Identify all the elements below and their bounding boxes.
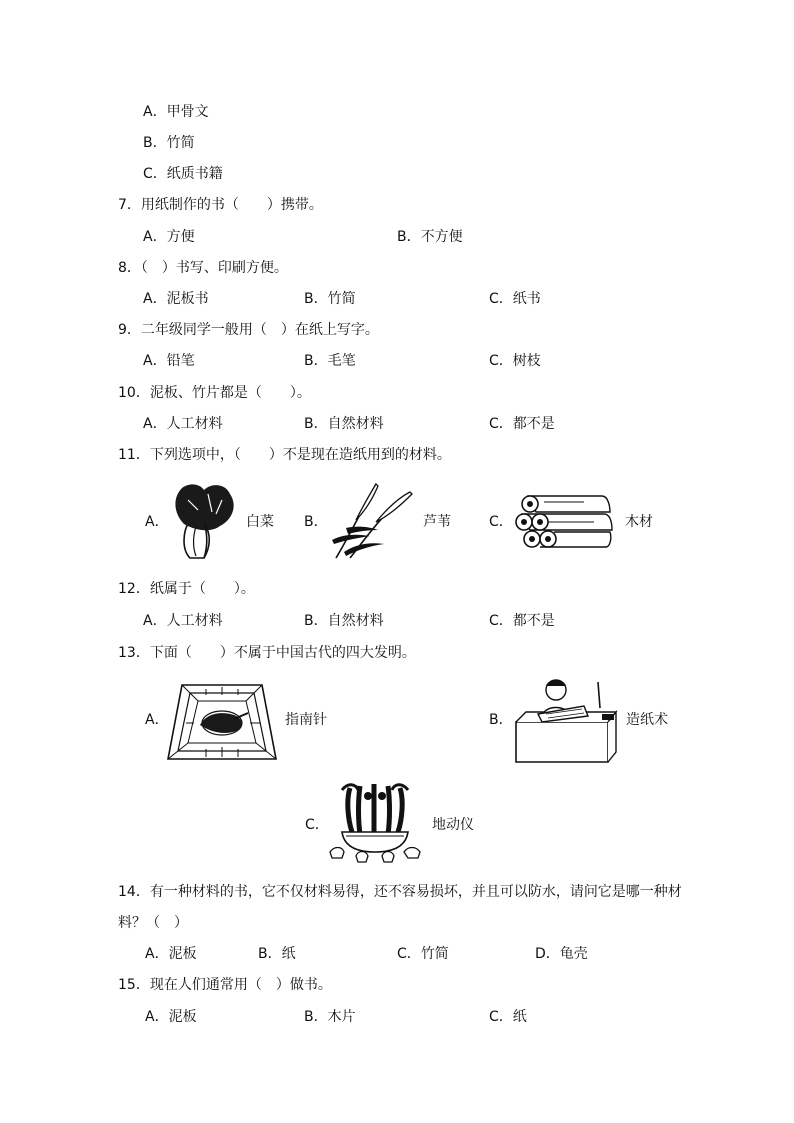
q8-option-b: B．竹简 — [304, 291, 356, 307]
q13-stem: 13．下面（ ）不属于中国古代的四大发明。 — [118, 645, 416, 661]
q12-option-b: B．自然材料 — [304, 613, 384, 629]
q8-option-c: C．纸书 — [489, 291, 541, 307]
q14-option-b: B．纸 — [258, 946, 296, 962]
q13-option-a-label: 指南针 — [285, 712, 327, 728]
q12-option-c: C．都不是 — [489, 613, 555, 629]
q12-stem: 12．纸属于（ ）。 — [118, 581, 255, 597]
q9-option-b: B．毛笔 — [304, 353, 356, 369]
q10-option-b: B．自然材料 — [304, 416, 384, 432]
q6-option-c: C．纸质书籍 — [143, 166, 223, 182]
q15-option-c: C．纸 — [489, 1009, 527, 1025]
q14-stem-line1: 14．有一种材料的书，它不仅材料易得，还不容易损坏，并且可以防水，请问它是哪一种材 — [118, 884, 682, 900]
q9-option-c: C．树枝 — [489, 353, 541, 369]
q15-stem: 15．现在人们通常用（ ）做书。 — [118, 977, 332, 993]
q7-option-b: B．不方便 — [397, 229, 463, 245]
q11-option-b-letter: B． — [304, 514, 328, 530]
q7-stem: 7．用纸制作的书（ ）携带。 — [118, 197, 323, 213]
seismograph-icon — [328, 780, 422, 866]
q8-option-a: A．泥板书 — [143, 291, 209, 307]
papermaking-icon — [512, 678, 620, 766]
q6-option-a: A．甲骨文 — [143, 104, 209, 120]
q14-option-c: C．竹简 — [397, 946, 449, 962]
q13-option-a-letter: A． — [145, 712, 169, 728]
q15-option-a: A．泥板 — [145, 1009, 197, 1025]
q11-stem: 11．下列选项中，（ ）不是现在造纸用到的材料。 — [118, 447, 451, 463]
q12-option-a: A．人工材料 — [143, 613, 223, 629]
q13-option-b-label: 造纸术 — [626, 712, 668, 728]
q11-option-b-label: 芦苇 — [423, 514, 451, 530]
q10-option-c: C．都不是 — [489, 416, 555, 432]
reed-icon — [326, 478, 416, 560]
q6-option-b: B．竹简 — [143, 135, 195, 151]
q14-option-a: A．泥板 — [145, 946, 197, 962]
cabbage-icon — [168, 480, 242, 562]
wood-logs-icon — [514, 492, 614, 552]
q10-option-a: A．人工材料 — [143, 416, 223, 432]
q13-option-b-letter: B． — [489, 712, 513, 728]
q11-option-c-letter: C． — [489, 514, 513, 530]
q14-stem-line2: 料？（ ） — [118, 915, 188, 931]
q10-stem: 10．泥板、竹片都是（ ）。 — [118, 385, 311, 401]
q11-option-c-label: 木材 — [625, 514, 653, 530]
q9-stem: 9．二年级同学一般用（ ）在纸上写字。 — [118, 322, 379, 338]
q15-option-b: B．木片 — [304, 1009, 356, 1025]
q13-option-c-letter: C． — [305, 817, 329, 833]
q13-option-c-label: 地动仪 — [432, 817, 474, 833]
q7-option-a: A．方便 — [143, 229, 195, 245]
compass-icon — [166, 683, 278, 761]
q11-option-a-label: 白菜 — [246, 514, 274, 530]
q9-option-a: A．铅笔 — [143, 353, 195, 369]
q11-option-a-letter: A． — [145, 514, 169, 530]
q8-stem: 8．（ ）书写、印刷方便。 — [118, 260, 288, 276]
q14-option-d: D．龟壳 — [535, 946, 588, 962]
